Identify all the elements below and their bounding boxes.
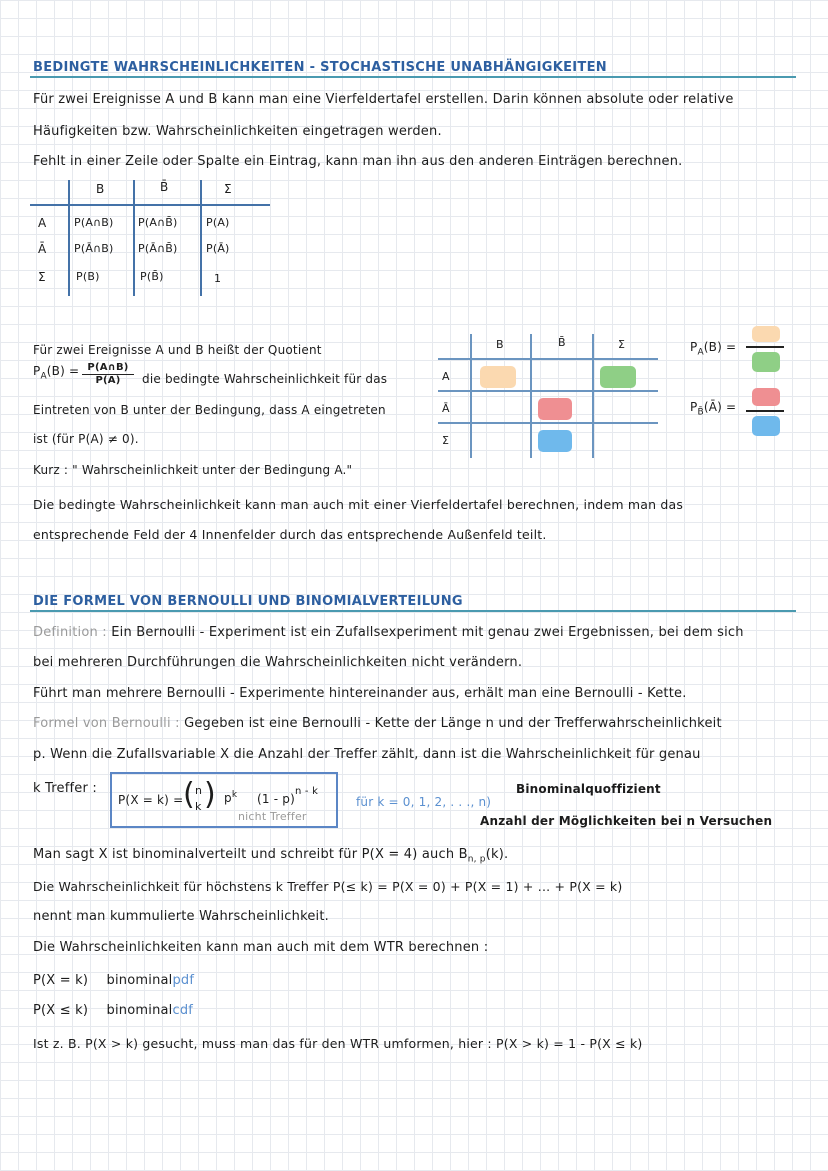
pb-sub: B̄	[697, 407, 704, 418]
man-sagt-line	[33, 847, 508, 865]
formula-label: Formel von Bernoulli :	[33, 716, 180, 731]
cell-abar-sum: P(Ā)	[206, 242, 230, 255]
intro-line-3: Fehlt in einer Zeile oder Spalte ein Eintrag, kann man ihn aus den anderen Einträgen berechnen.	[33, 154, 683, 169]
pa-p: P	[690, 340, 698, 354]
mini-hline-3	[438, 422, 658, 424]
cell-abar-b: P(Ā∩B)	[74, 242, 114, 255]
definition-label: Definition :	[33, 625, 107, 640]
intro-line-2: Häufigkeiten bzw. Wahrscheinlichkeiten eingetragen werden.	[33, 124, 442, 139]
mini-hline-2	[438, 390, 658, 392]
pa-fraction-bar	[746, 346, 784, 348]
mini-vline-3	[592, 334, 594, 458]
section-heading-bernoulli: DIE FORMEL VON BERNOULLI UND BINOMIALVERTEILUNG	[33, 594, 463, 609]
definition-text: Ein Bernoulli - Experiment ist ein Zufallsexperiment mit genau zwei Ergebnissen, bei dem sich	[111, 625, 744, 640]
man-sagt-end: (k).	[485, 847, 509, 862]
k-treffer: k Treffer :	[33, 781, 97, 796]
pdf-line	[33, 973, 194, 988]
table-vline-1	[68, 180, 70, 296]
cdf-line	[33, 1003, 193, 1018]
section-heading-conditional: BEDINGTE WAHRSCHEINLICHKEITEN - STOCHASTISCHE UNABHÄNGIGKEITEN	[33, 60, 607, 75]
cdf-word: binominal	[106, 1003, 173, 1018]
green-cell	[600, 366, 636, 388]
pb-arg: (Ā) =	[703, 400, 737, 414]
pb-p: P	[690, 400, 698, 414]
box-lhs: P(X = k) =	[118, 793, 184, 807]
cell-a-sum: P(A)	[206, 216, 230, 229]
man-sagt-text: Man sagt X ist binominalverteilt und schreibt für P(X = 4) auch B	[33, 847, 468, 862]
cond-line-1: Für zwei Ereignisse A und B heißt der Quotient	[33, 343, 322, 357]
pdf-word: binominal	[106, 973, 173, 988]
pa-label	[690, 340, 736, 357]
pa-arg: (B) =	[703, 340, 737, 354]
p-base: p	[224, 791, 232, 805]
nicht-treffer: nicht Treffer	[238, 810, 307, 823]
cond-line-6: Die bedingte Wahrscheinlichkeit kann man auch mit einer Vierfeldertafel berechnen, indem man das	[33, 497, 684, 512]
last-line: Ist z. B. P(X > k) gesucht, muss man das für den WTR umformen, hier : P(X > k) = 1 - P(X ≤ k)	[33, 1036, 643, 1051]
row-label-a: A	[38, 216, 47, 230]
formula-arg: (B) =	[46, 364, 80, 378]
binom-top: n	[195, 784, 203, 797]
p-exp: k	[231, 790, 238, 800]
cond-line-7: entsprechende Feld der 4 Innenfelder durch das entsprechende Außenfeld teilt.	[33, 527, 547, 542]
p-power-k	[224, 790, 237, 805]
fraction-numerator: P(A∩B)	[82, 362, 134, 375]
mini-col-b: B	[496, 338, 504, 351]
one-minus-p-base: (1 - p)	[257, 792, 295, 806]
mini-row-a: A	[442, 370, 450, 383]
red-cell	[538, 398, 572, 420]
pb-label	[690, 400, 736, 417]
blue-cell	[538, 430, 572, 452]
cond-line-4: ist (für P(A) ≠ 0).	[33, 432, 139, 446]
mini-row-sum: Σ	[442, 434, 450, 447]
cell-a-bbar: P(A∩B̄)	[138, 216, 178, 229]
formula-p: P	[33, 364, 41, 378]
row-label-sum: Σ	[38, 270, 46, 284]
col-header-bbar: B̄	[160, 180, 169, 194]
cell-sum-bbar: P(B̄)	[140, 270, 164, 283]
formula-text: Gegeben ist eine Bernoulli - Kette der Länge n und der Trefferwahrscheinlichkeit	[184, 716, 722, 731]
definition-line	[33, 625, 744, 640]
binom-paren-left: (	[183, 777, 195, 812]
cond-line-3: Eintreten von B unter der Bedingung, dass A eingetreten	[33, 403, 386, 417]
wtr-line: Die Wahrscheinlichkeiten kann man auch mit dem WTR berechnen :	[33, 940, 489, 955]
heading-underline	[30, 76, 796, 78]
orange-cell	[480, 366, 516, 388]
mini-row-abar: Ā	[442, 402, 450, 415]
pa-sub: A	[697, 347, 704, 358]
chain-line: Führt man mehrere Bernoulli - Experimente hintereinander aus, erhält man eine Bernoulli - Kette.	[33, 686, 687, 701]
for-k-range: für k = 0, 1, 2, . . ., n)	[356, 795, 492, 809]
mini-hline-1	[438, 358, 658, 360]
cell-sum-sum: 1	[214, 272, 222, 285]
formula-line-2: p. Wenn die Zufallsvariable X die Anzahl der Treffer zählt, dann ist die Wahrscheinlichkeit für genau	[33, 747, 701, 762]
pdf-suffix: pdf	[172, 973, 195, 988]
col-header-b: B	[96, 182, 105, 196]
cell-abar-bbar: P(Ā∩B̄)	[138, 242, 178, 255]
table-hline	[30, 204, 270, 206]
mini-col-sum: Σ	[618, 338, 626, 351]
hoechstens-line: Die Wahrscheinlichkeit für höchstens k Treffer P(≤ k) = P(X = 0) + P(X = 1) + ... + P(X = k)	[33, 879, 623, 894]
cell-sum-b: P(B)	[76, 270, 100, 283]
mini-vline-2	[530, 334, 532, 458]
cond-line-2-rest: die bedingte Wahrscheinlichkeit für das	[142, 372, 388, 386]
formula-sub: A	[40, 371, 47, 382]
fraction-denominator: P(A)	[95, 375, 121, 386]
cdf-lhs: P(X ≤ k)	[33, 1003, 89, 1018]
cdf-suffix: cdf	[172, 1003, 194, 1018]
definition-line-2: bei mehreren Durchführungen die Wahrscheinlichkeiten nicht verändern.	[33, 655, 523, 670]
table-vline-3	[200, 180, 202, 296]
cond-formula	[33, 364, 79, 381]
binom-bottom: k	[195, 800, 202, 813]
cond-line-5: Kurz : " Wahrscheinlichkeit unter der Bedingung A."	[33, 463, 353, 477]
kumuliert-line: nennt man kummulierte Wahrscheinlichkeit.	[33, 909, 329, 924]
pb-num-blob	[752, 388, 780, 406]
formula-line	[33, 716, 722, 731]
mini-col-bbar: B̄	[558, 336, 566, 349]
cell-a-b: P(A∩B)	[74, 216, 114, 229]
one-minus-p	[257, 786, 319, 806]
heading-underline-2	[30, 610, 796, 612]
anzahl-label: Anzahl der Möglichkeiten bei n Versuchen	[480, 814, 773, 828]
binomial-coefficient-label: Binominalquoffizient	[516, 782, 661, 796]
row-label-abar: Ā	[38, 242, 47, 256]
four-field-table	[30, 178, 275, 298]
mini-table	[432, 330, 662, 460]
fraction	[82, 362, 134, 386]
pb-den-blob	[752, 416, 780, 436]
pa-den-blob	[752, 352, 780, 372]
intro-line-1: Für zwei Ereignisse A und B kann man eine Vierfeldertafel erstellen. Darin können absolute oder relative	[33, 92, 734, 107]
man-sagt-sub: n, p	[467, 854, 486, 865]
pa-num-blob	[752, 326, 780, 342]
table-vline-2	[133, 180, 135, 296]
col-header-sum: Σ	[224, 182, 232, 196]
mini-vline-1	[470, 334, 472, 458]
one-minus-p-exp: n - k	[294, 786, 319, 797]
pdf-lhs: P(X = k)	[33, 973, 89, 988]
binom-paren-right: )	[204, 777, 216, 812]
pb-fraction-bar	[746, 410, 784, 412]
